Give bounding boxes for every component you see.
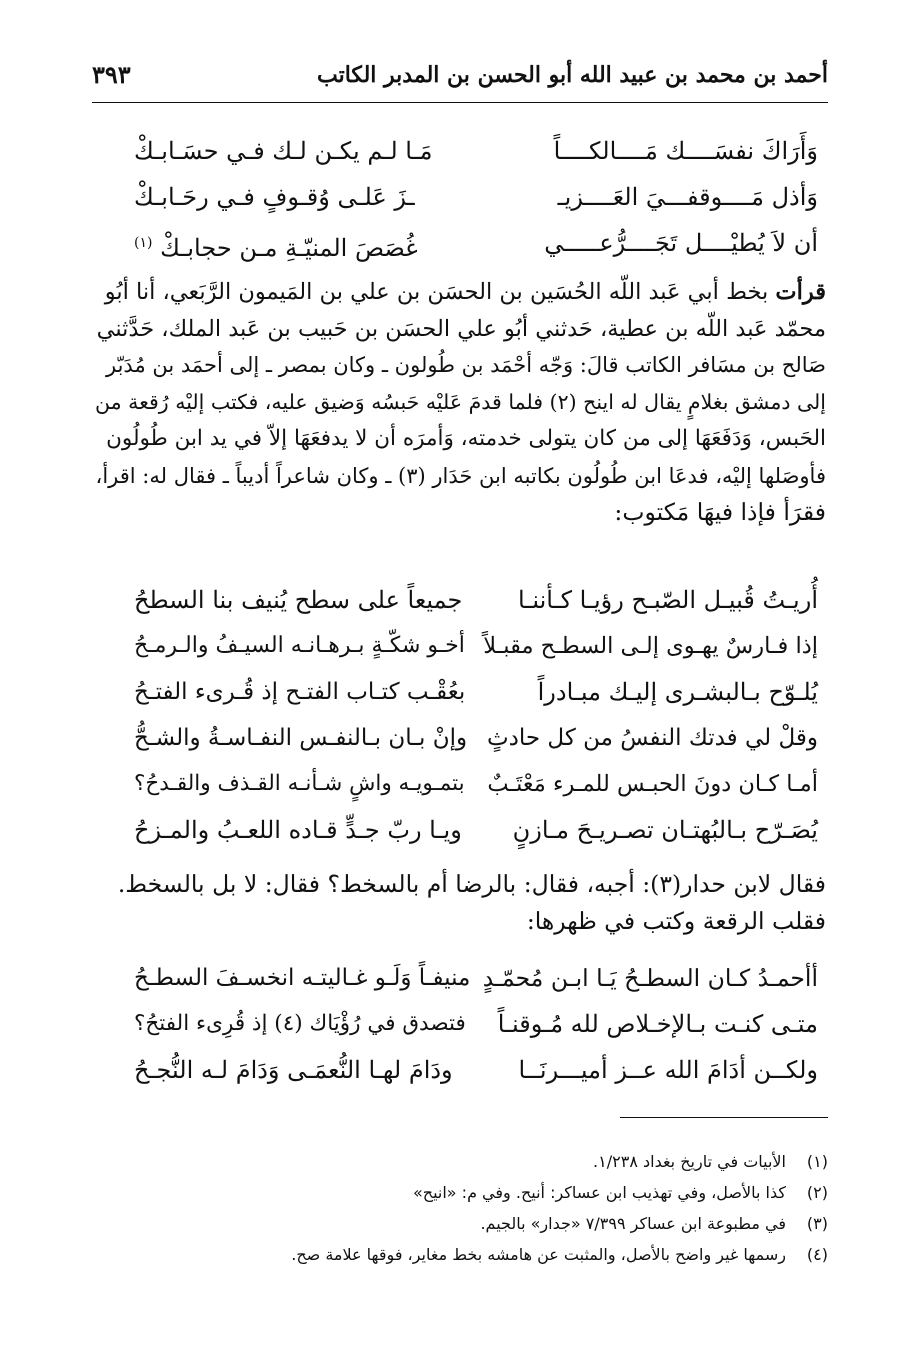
footnote-divider — [620, 1117, 828, 1118]
footnotes — [100, 1146, 828, 1270]
poem-line — [96, 131, 828, 177]
poem-line — [96, 177, 828, 223]
page-number: ٣٩٣ — [92, 60, 131, 89]
prose-line: محمّد عَبد اللّه بن عطية، حَدثني أبُو علي الحسَن بن حَبيب بن عَبد الملك، حَدَّثني — [96, 315, 826, 342]
poem-hemistich-first: أُريـتُ قُبيـل الصّبـح رؤيـا كـأننـا — [517, 586, 818, 614]
footnote-number: (٣) — [806, 1214, 828, 1233]
poem-hemistich-second: بعُقْـب كتـاب الفتـح إذ قُـرىء الفتـحُ — [134, 679, 466, 705]
poem-line — [96, 1050, 828, 1096]
poem-line — [96, 810, 828, 856]
prose-line: الحَبس، وَدَفَعَهَا إلى من كان يتولى خدمته، وَأمرَه أن لا يدفعَهَا إلاّ في يد ابن طُولُون — [106, 425, 826, 451]
poem-line — [96, 672, 828, 718]
poem-hemistich-first: وقلْ لي فدتك النفسُ من كل حادثٍ — [486, 725, 818, 751]
poem-hemistich-text: غُصَصَ المنيّـةِ مـن حجابـكْ — [160, 234, 418, 262]
footnote-text: كذا بالأصل، وفي تهذيب ابن عساكر: أنيح. وفي م: «انيح» — [412, 1183, 786, 1202]
poem-hemistich-second: بتمـويـه واشٍ شـأنـه القـذف والقـدحُ؟ — [134, 771, 465, 796]
poem-hemistich-second: جميعاً على سطح يُنيف بنا السطحُ — [134, 586, 463, 614]
poem-hemistich-first: إذا فـارسٌ يهـوى إلـى السطـح مقبـلاً — [483, 633, 818, 659]
footnote — [100, 1239, 828, 1270]
prose-line: صَالح بن مسَافر الكاتب قالَ: وَجّه أحْمَد بن طُولون ـ وكان بمصر ـ إلى أحمَد بن مُدَبّر — [105, 353, 826, 378]
poem-hemistich-first: أمـا كـان دونَ الحبـس للمـرء مَعْتَـبٌ — [487, 771, 818, 797]
running-title: أحمد بن محمد بن عبيد الله أبو الحسن بن المدبر الكاتب — [316, 62, 828, 88]
poem-line — [96, 1004, 828, 1050]
poem-line — [96, 580, 828, 626]
footnote-number: (٤) — [806, 1245, 828, 1264]
footnote — [100, 1177, 828, 1208]
poem-hemistich-second: أخـو شكّـةٍ بـرهـانـه السيـفُ والـرمـحُ — [134, 633, 465, 658]
poem-line — [96, 958, 828, 1004]
poem-hemistich-first: وَأَرَاكَ نفسَــــك مَــــالكــــاً — [553, 137, 818, 165]
page-header — [92, 58, 828, 103]
footnote — [100, 1146, 828, 1177]
prose-lead-word: قرأت — [775, 279, 826, 305]
footnote-text: الأبيات في تاريخ بغداد ١/٢٣٨. — [593, 1152, 786, 1171]
footnote-number: (١) — [806, 1152, 828, 1171]
footnote-marker: (١) — [134, 235, 153, 251]
poem-hemistich-second: فتصدق في رُؤْيَاك (٤) إذ قُرِىء الفتحُ؟ — [134, 1011, 466, 1036]
poem-line — [96, 764, 828, 810]
prose-line — [92, 274, 826, 311]
prose-paragraph-1 — [92, 274, 826, 531]
poem-hemistich-first: يُصَـرّح بـالبُهتـان تصـريـحَ مـازنٍ — [512, 816, 818, 844]
prose-paragraph-2 — [92, 866, 826, 939]
footnote-number: (٢) — [806, 1183, 828, 1202]
poem-hemistich-first: يُلـوّح بـالبشـرى إليـك مبـادراً — [537, 678, 818, 706]
poem-block-3 — [96, 958, 828, 1096]
prose-line-text: بخط أبي عَبد اللّه الحُسَين بن الحسَن بن علي بن المَيمون الرَّبَعي، أنا أبُو — [104, 279, 776, 305]
poem-hemistich-second: ـزَ عَلـى وُقـوفٍ فـي رحَـابـكْ — [134, 183, 415, 211]
footnote-text: في مطبوعة ابن عساكر ٧/٣٩٩ «جدار» بالجيم. — [480, 1214, 786, 1233]
poem-line — [96, 626, 828, 672]
poem-hemistich-first: وَأذل مَــــوقفـــيَ العَــــزيـ — [557, 183, 818, 211]
poem-hemistich-first: متـى كنـت بـالإخـلاص لله مُـوقنـاً — [497, 1010, 818, 1038]
poem-block-1 — [96, 131, 828, 269]
poem-hemistich-first: ولكــن أدَامَ الله عــز أميـــرنَــا — [518, 1056, 818, 1084]
poem-hemistich-second: منيفـاً وَلَـو غـاليتـه انخسـفَ السطـحُ — [134, 965, 471, 991]
prose-line: فقال لابن حدار(٣): أجبه، فقال: بالرضا أم بالسخط؟ فقال: لا بل بالسخط. — [117, 870, 826, 898]
poem-line — [96, 718, 828, 764]
footnote-text: رسمها غير واضح بالأصل، والمثبت عن هامشه بخط مغاير، فوقها علامة صح. — [291, 1245, 786, 1264]
poem-hemistich-second: مَـا لـم يكـن لـك فـي حسَـابـكْ — [134, 137, 433, 165]
poem-hemistich-first: أأحمـدُ كـان السطـحُ يَـا ابـن مُحمّـدٍ — [482, 964, 818, 992]
footnote — [100, 1208, 828, 1239]
prose-line: فأوصَلها إليْه، فدعَا ابن طُولُون بكاتبه ابن حَدَار (٣) ـ وكان شاعراً أديباً ـ فقال له: اقرأ، — [95, 463, 826, 488]
poem-hemistich-first: أن لاَ يُطيْــــل تَجَــــرُّعـــــي — [544, 229, 818, 257]
poem-line — [96, 223, 828, 269]
poem-hemistich-second: ودَامَ لهـا النُّعمَـى وَدَامَ لـه النُّجـحُ — [134, 1056, 453, 1084]
poem-block-2 — [96, 580, 828, 856]
poem-hemistich-second: وإنْ بـان بـالنفـس النفـاسـةُ والشـحُّ — [134, 725, 468, 751]
prose-line: إلى دمشق بغلامٍ يقال له اينح (٢) فلما قدمَ عَليْه حَبسُه وَضيق عليه، فكتب إليْه رُقعة من — [95, 390, 826, 415]
poem-hemistich-second: ويـا ربّ جـدٍّ قـاده اللعـبُ والمـزحُ — [134, 816, 462, 844]
prose-line: فقرَأ فإذا فيهَا مَكتوب: — [614, 498, 826, 527]
prose-line: فقلب الرقعة وكتب في ظهرها: — [526, 906, 826, 935]
poem-hemistich-second — [134, 223, 418, 268]
